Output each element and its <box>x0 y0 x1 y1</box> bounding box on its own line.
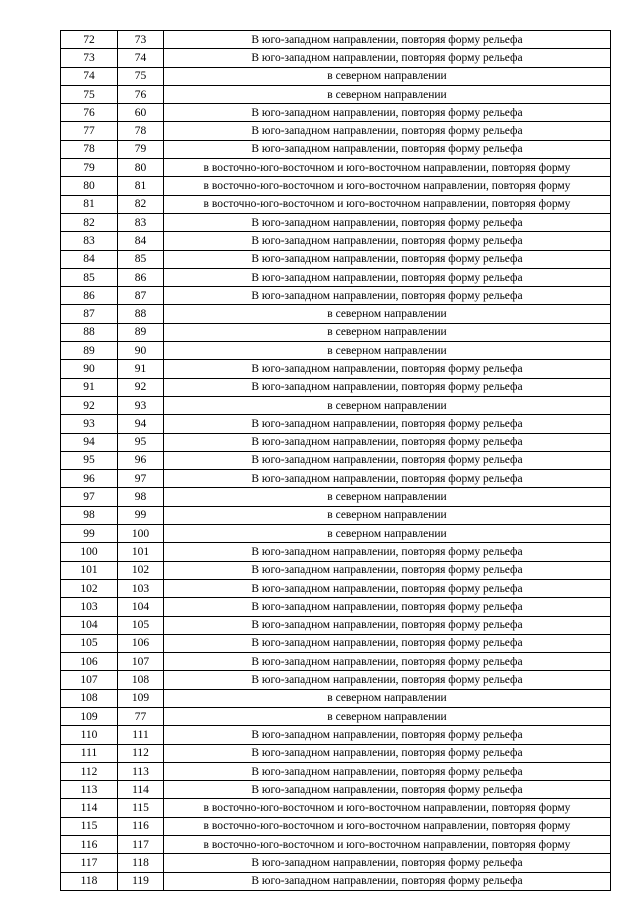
table-row <box>61 67 611 85</box>
table-row <box>61 250 611 268</box>
point-to-cell: 102 <box>118 561 164 579</box>
direction-description-cell: в северном направлении <box>164 506 611 524</box>
direction-description-cell: в восточно-юго-восточном и юго-восточном направлении, повторяя форму <box>164 177 611 195</box>
direction-description-cell: В юго-западном направлении, повторяя форму рельефа <box>164 122 611 140</box>
point-to-cell: 76 <box>118 85 164 103</box>
point-to-cell: 92 <box>118 378 164 396</box>
point-to-cell: 96 <box>118 451 164 469</box>
boundary-description-table <box>60 30 611 891</box>
direction-description-cell: в восточно-юго-восточном и юго-восточном направлении, повторяя форму <box>164 817 611 835</box>
direction-description-cell: В юго-западном направлении, повторяя форму рельефа <box>164 598 611 616</box>
direction-description-cell: В юго-западном направлении, повторяя форму рельефа <box>164 213 611 231</box>
direction-description-cell: В юго-западном направлении, повторяя форму рельефа <box>164 451 611 469</box>
direction-description-cell: В юго-западном направлении, повторяя форму рельефа <box>164 49 611 67</box>
direction-description-cell: В юго-западном направлении, повторяя форму рельефа <box>164 579 611 597</box>
table-row <box>61 415 611 433</box>
table-row <box>61 854 611 872</box>
table-row <box>61 287 611 305</box>
point-from-cell: 74 <box>61 67 118 85</box>
point-from-cell: 72 <box>61 31 118 49</box>
point-to-cell: 118 <box>118 854 164 872</box>
point-from-cell: 89 <box>61 342 118 360</box>
point-to-cell: 109 <box>118 689 164 707</box>
direction-description-cell: В юго-западном направлении, повторяя форму рельефа <box>164 360 611 378</box>
point-from-cell: 106 <box>61 653 118 671</box>
point-to-cell: 85 <box>118 250 164 268</box>
point-from-cell: 92 <box>61 396 118 414</box>
point-from-cell: 118 <box>61 872 118 890</box>
direction-description-cell: В юго-западном направлении, повторяя форму рельефа <box>164 726 611 744</box>
point-from-cell: 86 <box>61 287 118 305</box>
point-to-cell: 108 <box>118 671 164 689</box>
direction-description-cell: В юго-западном направлении, повторяя форму рельефа <box>164 470 611 488</box>
point-from-cell: 107 <box>61 671 118 689</box>
table-row <box>61 213 611 231</box>
point-to-cell: 103 <box>118 579 164 597</box>
point-to-cell: 107 <box>118 653 164 671</box>
table-row <box>61 561 611 579</box>
point-from-cell: 87 <box>61 305 118 323</box>
point-from-cell: 88 <box>61 323 118 341</box>
point-from-cell: 99 <box>61 525 118 543</box>
point-to-cell: 80 <box>118 159 164 177</box>
table-body <box>61 31 611 891</box>
direction-description-cell: В юго-западном направлении, повторяя форму рельефа <box>164 762 611 780</box>
point-to-cell: 74 <box>118 49 164 67</box>
table-row <box>61 653 611 671</box>
point-to-cell: 79 <box>118 140 164 158</box>
direction-description-cell: в северном направлении <box>164 323 611 341</box>
direction-description-cell: В юго-западном направлении, повторяя форму рельефа <box>164 653 611 671</box>
point-to-cell: 75 <box>118 67 164 85</box>
point-from-cell: 82 <box>61 213 118 231</box>
table-row <box>61 177 611 195</box>
direction-description-cell: В юго-западном направлении, повторяя форму рельефа <box>164 104 611 122</box>
point-from-cell: 110 <box>61 726 118 744</box>
direction-description-cell: В юго-западном направлении, повторяя форму рельефа <box>164 543 611 561</box>
point-to-cell: 91 <box>118 360 164 378</box>
table-row <box>61 744 611 762</box>
table-row <box>61 543 611 561</box>
point-from-cell: 100 <box>61 543 118 561</box>
point-from-cell: 98 <box>61 506 118 524</box>
direction-description-cell: в восточно-юго-восточном и юго-восточном направлении, повторяя форму <box>164 799 611 817</box>
table-row <box>61 378 611 396</box>
point-from-cell: 104 <box>61 616 118 634</box>
point-from-cell: 116 <box>61 836 118 854</box>
point-to-cell: 83 <box>118 213 164 231</box>
direction-description-cell: в северном направлении <box>164 488 611 506</box>
point-to-cell: 73 <box>118 31 164 49</box>
table-row <box>61 323 611 341</box>
point-from-cell: 78 <box>61 140 118 158</box>
point-from-cell: 80 <box>61 177 118 195</box>
point-from-cell: 102 <box>61 579 118 597</box>
point-to-cell: 101 <box>118 543 164 561</box>
table-row <box>61 85 611 103</box>
table-row <box>61 451 611 469</box>
direction-description-cell: в северном направлении <box>164 305 611 323</box>
point-from-cell: 108 <box>61 689 118 707</box>
table-row <box>61 305 611 323</box>
point-from-cell: 91 <box>61 378 118 396</box>
direction-description-cell: в северном направлении <box>164 85 611 103</box>
point-to-cell: 87 <box>118 287 164 305</box>
point-to-cell: 106 <box>118 634 164 652</box>
table-row <box>61 232 611 250</box>
point-to-cell: 93 <box>118 396 164 414</box>
direction-description-cell: В юго-западном направлении, повторяя форму рельефа <box>164 140 611 158</box>
point-from-cell: 113 <box>61 781 118 799</box>
direction-description-cell: в восточно-юго-восточном и юго-восточном направлении, повторяя форму <box>164 836 611 854</box>
direction-description-cell: В юго-западном направлении, повторяя форму рельефа <box>164 616 611 634</box>
direction-description-cell: в восточно-юго-восточном и юго-восточном направлении, повторяя форму <box>164 195 611 213</box>
table-row <box>61 488 611 506</box>
point-from-cell: 75 <box>61 85 118 103</box>
point-from-cell: 85 <box>61 268 118 286</box>
point-to-cell: 90 <box>118 342 164 360</box>
direction-description-cell: В юго-западном направлении, повторяя форму рельефа <box>164 744 611 762</box>
direction-description-cell: в северном направлении <box>164 689 611 707</box>
table-row <box>61 817 611 835</box>
table-row <box>61 762 611 780</box>
table-row <box>61 506 611 524</box>
direction-description-cell: В юго-западном направлении, повторяя форму рельефа <box>164 31 611 49</box>
table-row <box>61 268 611 286</box>
table-row <box>61 707 611 725</box>
direction-description-cell: В юго-западном направлении, повторяя форму рельефа <box>164 232 611 250</box>
point-from-cell: 93 <box>61 415 118 433</box>
point-to-cell: 100 <box>118 525 164 543</box>
direction-description-cell: в восточно-юго-восточном и юго-восточном направлении, повторяя форму <box>164 159 611 177</box>
direction-description-cell: В юго-западном направлении, повторяя форму рельефа <box>164 561 611 579</box>
point-from-cell: 114 <box>61 799 118 817</box>
point-to-cell: 94 <box>118 415 164 433</box>
direction-description-cell: в северном направлении <box>164 525 611 543</box>
table-row <box>61 140 611 158</box>
point-from-cell: 83 <box>61 232 118 250</box>
point-from-cell: 77 <box>61 122 118 140</box>
table-row <box>61 433 611 451</box>
point-to-cell: 60 <box>118 104 164 122</box>
direction-description-cell: В юго-западном направлении, повторяя форму рельефа <box>164 854 611 872</box>
point-from-cell: 115 <box>61 817 118 835</box>
direction-description-cell: В юго-западном направлении, повторяя форму рельефа <box>164 378 611 396</box>
point-from-cell: 95 <box>61 451 118 469</box>
table-row <box>61 689 611 707</box>
table-row <box>61 195 611 213</box>
point-from-cell: 103 <box>61 598 118 616</box>
point-from-cell: 117 <box>61 854 118 872</box>
table-row <box>61 104 611 122</box>
table-row <box>61 360 611 378</box>
point-to-cell: 119 <box>118 872 164 890</box>
table-row <box>61 634 611 652</box>
point-to-cell: 81 <box>118 177 164 195</box>
point-from-cell: 101 <box>61 561 118 579</box>
point-from-cell: 109 <box>61 707 118 725</box>
point-to-cell: 114 <box>118 781 164 799</box>
table-row <box>61 396 611 414</box>
point-from-cell: 112 <box>61 762 118 780</box>
direction-description-cell: В юго-западном направлении, повторяя форму рельефа <box>164 872 611 890</box>
direction-description-cell: В юго-западном направлении, повторяя форму рельефа <box>164 415 611 433</box>
table-row <box>61 525 611 543</box>
point-to-cell: 105 <box>118 616 164 634</box>
point-to-cell: 98 <box>118 488 164 506</box>
direction-description-cell: В юго-западном направлении, повторяя форму рельефа <box>164 287 611 305</box>
point-from-cell: 73 <box>61 49 118 67</box>
point-to-cell: 78 <box>118 122 164 140</box>
direction-description-cell: В юго-западном направлении, повторяя форму рельефа <box>164 433 611 451</box>
table-row <box>61 122 611 140</box>
table-row <box>61 616 611 634</box>
table-row <box>61 31 611 49</box>
point-to-cell: 97 <box>118 470 164 488</box>
direction-description-cell: в северном направлении <box>164 707 611 725</box>
table-row <box>61 799 611 817</box>
table-row <box>61 836 611 854</box>
point-from-cell: 111 <box>61 744 118 762</box>
point-to-cell: 117 <box>118 836 164 854</box>
point-to-cell: 116 <box>118 817 164 835</box>
point-to-cell: 86 <box>118 268 164 286</box>
point-from-cell: 97 <box>61 488 118 506</box>
point-from-cell: 76 <box>61 104 118 122</box>
point-to-cell: 89 <box>118 323 164 341</box>
point-from-cell: 84 <box>61 250 118 268</box>
table-row <box>61 872 611 890</box>
direction-description-cell: в северном направлении <box>164 396 611 414</box>
direction-description-cell: В юго-западном направлении, повторяя форму рельефа <box>164 671 611 689</box>
direction-description-cell: в северном направлении <box>164 342 611 360</box>
table-row <box>61 579 611 597</box>
direction-description-cell: В юго-западном направлении, повторяя форму рельефа <box>164 268 611 286</box>
table-row <box>61 342 611 360</box>
point-from-cell: 81 <box>61 195 118 213</box>
table-row <box>61 159 611 177</box>
point-from-cell: 79 <box>61 159 118 177</box>
point-from-cell: 90 <box>61 360 118 378</box>
direction-description-cell: В юго-западном направлении, повторяя форму рельефа <box>164 250 611 268</box>
table-row <box>61 671 611 689</box>
direction-description-cell: В юго-западном направлении, повторяя форму рельефа <box>164 781 611 799</box>
table-row <box>61 781 611 799</box>
point-to-cell: 111 <box>118 726 164 744</box>
table-row <box>61 49 611 67</box>
point-to-cell: 88 <box>118 305 164 323</box>
point-to-cell: 95 <box>118 433 164 451</box>
table-row <box>61 598 611 616</box>
point-to-cell: 82 <box>118 195 164 213</box>
point-from-cell: 96 <box>61 470 118 488</box>
point-to-cell: 112 <box>118 744 164 762</box>
point-to-cell: 77 <box>118 707 164 725</box>
point-from-cell: 94 <box>61 433 118 451</box>
point-to-cell: 84 <box>118 232 164 250</box>
direction-description-cell: в северном направлении <box>164 67 611 85</box>
table-row <box>61 726 611 744</box>
table-row <box>61 470 611 488</box>
point-to-cell: 115 <box>118 799 164 817</box>
point-to-cell: 113 <box>118 762 164 780</box>
direction-description-cell: В юго-западном направлении, повторяя форму рельефа <box>164 634 611 652</box>
point-to-cell: 99 <box>118 506 164 524</box>
point-from-cell: 105 <box>61 634 118 652</box>
point-to-cell: 104 <box>118 598 164 616</box>
